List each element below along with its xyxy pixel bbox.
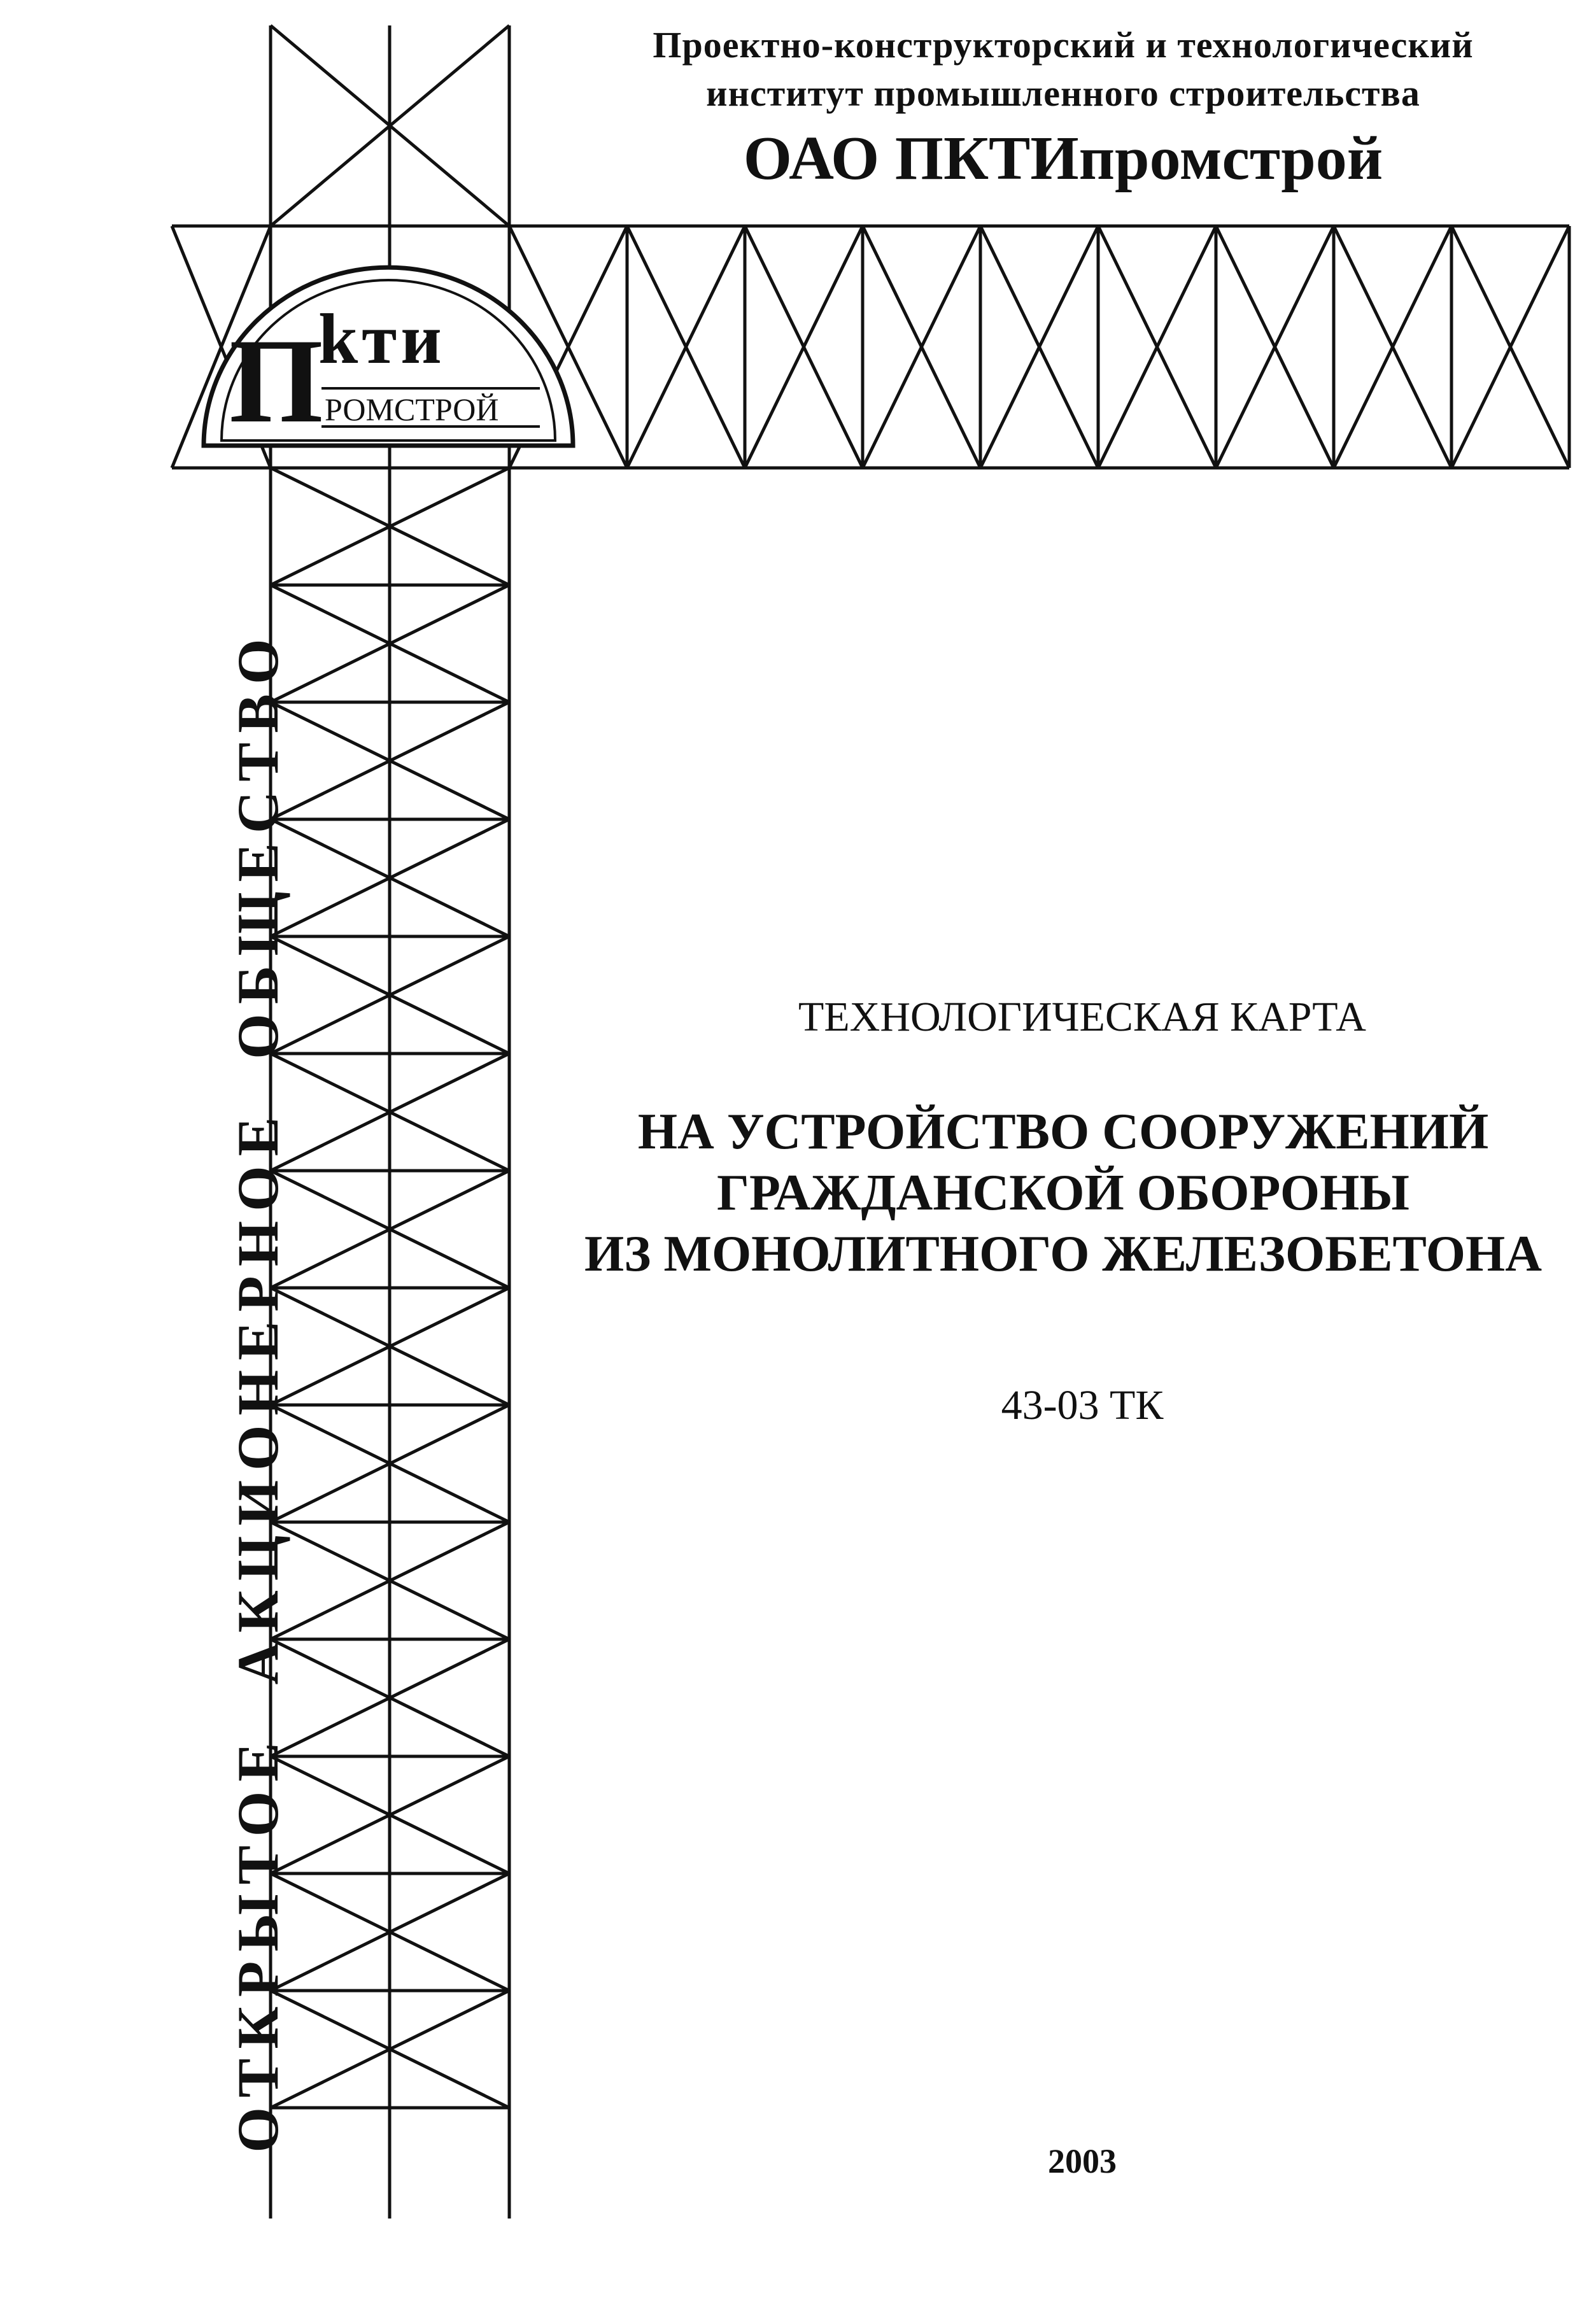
organization-name: ОАО ПКТИпромстрой [743,124,1383,193]
document-year: 2003 [1048,2142,1117,2180]
vertical-company-type: ОТКРЫТОЕ АКЦИОНЕРНОЕ ОБЩЕСТВО [225,629,290,2153]
logo-lower: РОМСТРОЙ [325,392,499,427]
document-type: ТЕХНОЛОГИЧЕСКАЯ КАРТА [798,994,1366,1040]
document-code: 43-03 ТК [1001,1382,1164,1429]
title-line-3: ИЗ МОНОЛИТНОГО ЖЕЛЕЗОБЕТОНА [584,1226,1543,1282]
institute-line-2: институт промышленного строительства [706,73,1420,114]
logo-upper: kти [318,300,446,379]
title-line-2: ГРАЖДАНСКОЙ ОБОРОНЫ [717,1165,1409,1221]
institute-line-1: Проектно-конструкторский и технологический [653,24,1474,66]
title-line-1: НА УСТРОЙСТВО СООРУЖЕНИЙ [637,1104,1489,1160]
company-logo [191,255,586,465]
logo-letter: П [229,314,323,448]
document-title [547,1101,1579,1285]
